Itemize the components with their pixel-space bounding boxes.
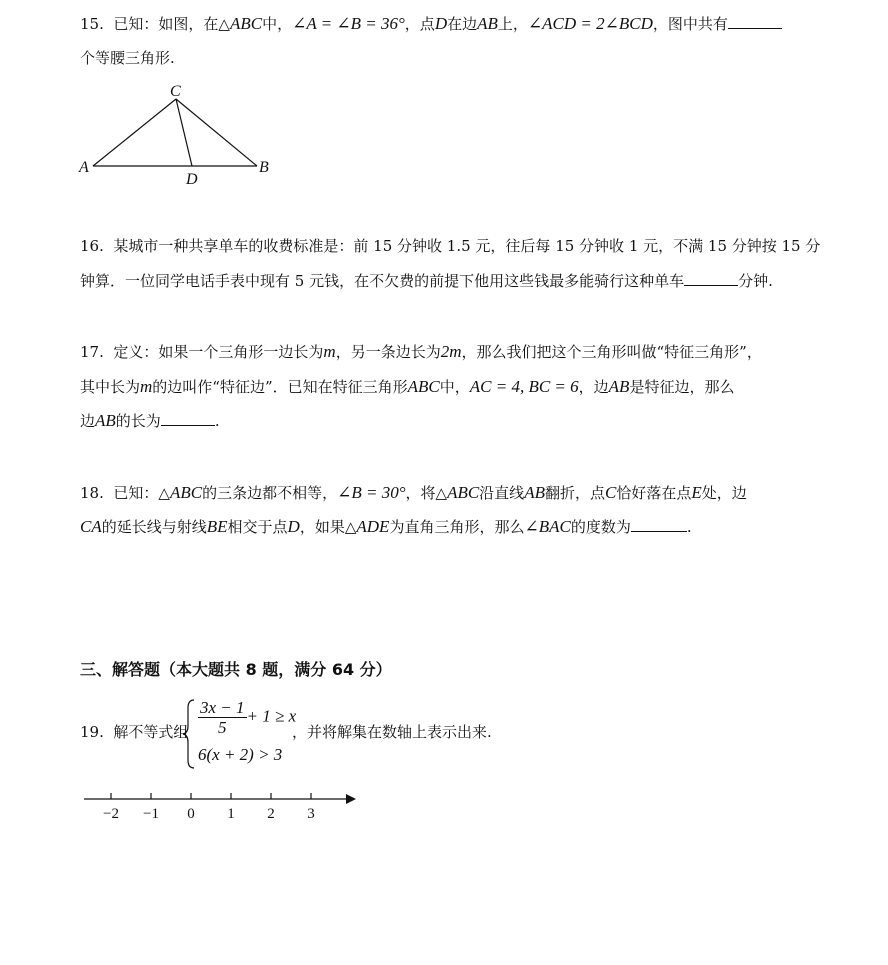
q15-line2 (80, 48, 810, 68)
vertex-label-d: D (186, 171, 198, 188)
q16-line1 (80, 236, 821, 256)
q18-period: . (686, 518, 692, 536)
q17-text8: 是特征边，那么 (629, 378, 735, 396)
section-heading: 三、解答题（本大题共 8 题，满分 64 分） (80, 660, 392, 679)
q15-point-d: D (434, 14, 448, 33)
q18-text11: 为直角三角形，那么 (389, 518, 525, 536)
q18-point-c: C (604, 483, 617, 502)
vertex-label-c: C (170, 83, 181, 100)
q15-triangle-symbol: △ (218, 15, 230, 33)
q18-line1 (80, 483, 810, 503)
q15-triangle-figure (70, 78, 290, 190)
q18-text7: 处，边 (701, 484, 747, 502)
fraction (198, 698, 247, 737)
q17-answer-blank[interactable] (161, 411, 215, 426)
q15-angle-relation: ∠ACD = 2∠BCD (527, 14, 653, 33)
q18-text12: 的度数为 (570, 518, 631, 536)
q18-text3: ，将 (405, 484, 436, 502)
system-brace (182, 698, 196, 770)
q17-2m: 2m (440, 342, 462, 361)
fraction-numerator: 3x − 1 (200, 698, 245, 717)
q17-text2: ，另一条边长为 (335, 343, 441, 361)
q18-ca: CA (80, 517, 102, 536)
vertex-label-a: A (79, 159, 89, 176)
q19-number: 19. (80, 723, 104, 741)
q15-answer-blank[interactable] (728, 14, 782, 29)
q15-text5: 上， (497, 15, 528, 33)
q18-angle-bac: ∠BAC (524, 517, 571, 536)
q15-text6: ，图中共有 (652, 15, 728, 33)
q17-m-2: m (140, 377, 153, 396)
system-inequality-1 (198, 698, 296, 737)
number-line-tick-label: 3 (307, 806, 315, 822)
q17-ab: AB (608, 377, 630, 396)
number-line-arrow (346, 794, 356, 804)
q16-text2: 钟算．一位同学电话手表中现有 5 元钱，在不欠费的前提下他用这些钱最多能骑行这种单车 (80, 272, 685, 290)
side-cb (176, 99, 257, 166)
q17-text6: 中， (439, 378, 470, 396)
q15-text7: 个等腰三角形. (80, 49, 175, 67)
q18-abc: ABC (169, 483, 203, 502)
number-line-tick-label: 0 (187, 806, 195, 822)
number-line-tick-label: −1 (143, 806, 159, 822)
q16-text3: 分钟. (738, 272, 773, 290)
q18-triangle-symbol-3: △ (344, 518, 357, 536)
system-inequality-2: 6(x + 2) > 3 (198, 745, 283, 764)
q18-angle-equation: ∠B = 30° (337, 483, 406, 502)
q18-text9: 相交于点 (227, 518, 288, 536)
q16-text1: 某城市一种共享单车的收费标准是：前 15 分钟收 1.5 元，往后每 15 分钟收 1 元，不满 15 分钟按 15 分 (113, 237, 821, 255)
fraction-denominator: 5 (218, 718, 227, 737)
q15-abc: ABC (229, 14, 263, 33)
q15-text1: 已知：如图，在 (113, 15, 219, 33)
q17-period: . (214, 412, 220, 430)
q17-text7: ，边 (578, 378, 609, 396)
q18-text1: 已知： (113, 484, 159, 502)
q17-m: m (323, 342, 336, 361)
q18-line2 (80, 517, 810, 537)
q17-number: 17. (80, 343, 104, 361)
q18-point-e: E (691, 483, 702, 502)
q15-text4: 在边 (447, 15, 478, 33)
segment-cd (176, 99, 192, 166)
q18-ab: AB (524, 483, 545, 502)
q17-text4: 其中长为 (80, 378, 141, 396)
q17-text10: 的长为 (115, 412, 161, 430)
q19 (80, 698, 800, 770)
inequality-1-rest: + 1 ≥ x (246, 706, 297, 726)
vertex-label-b: B (259, 159, 269, 176)
q15-line1 (80, 14, 810, 34)
number-line-tick-label: 2 (267, 806, 275, 822)
q18-triangle-symbol-2: △ (435, 484, 448, 502)
q19-text1: 解不等式组 (113, 723, 189, 741)
q18-text4: 沿直线 (479, 484, 525, 502)
side-ac (93, 99, 176, 166)
number-line (80, 785, 370, 825)
q15-text3: ，点 (404, 15, 435, 33)
q18-text6: 恰好落在点 (616, 484, 692, 502)
q17-line1 (80, 342, 810, 362)
number-line-tick-label: −2 (103, 806, 119, 822)
q18-number: 18. (80, 484, 104, 502)
q15-angle-equation: ∠A = ∠B = 36° (292, 14, 405, 33)
q17-ab-2: AB (95, 411, 116, 430)
q15-text2: 中， (262, 15, 293, 33)
q18-text5: 翻折，点 (544, 484, 605, 502)
q17-line2 (80, 377, 810, 397)
q18-abc-2: ABC (447, 483, 480, 502)
q17-side-equation: AC = 4, BC = 6 (469, 377, 579, 396)
q17-text3: ，那么我们把这个三角形叫做“特征三角形”， (461, 343, 762, 361)
q19-prefix (80, 721, 188, 742)
q17-line3 (80, 411, 810, 431)
q17-text5: 的边叫作“特征边”．已知在特征三角形 (152, 378, 408, 396)
q18-point-d: D (287, 517, 300, 536)
q18-text8: 的延长线与射线 (101, 518, 207, 536)
number-line-ticks (103, 793, 315, 822)
q18-text10: ，如果 (299, 518, 345, 536)
q19-suffix: ，并将解集在数轴上表示出来. (292, 723, 492, 741)
q15-number: 15. (80, 15, 104, 33)
q15-side-ab: AB (477, 14, 498, 33)
q16-answer-blank[interactable] (684, 271, 738, 286)
q18-ade: ADE (356, 517, 390, 536)
q17-text1: 定义：如果一个三角形一边长为 (113, 343, 324, 361)
q18-triangle-symbol: △ (158, 484, 170, 502)
q17-abc: ABC (407, 377, 440, 396)
q18-answer-blank[interactable] (631, 517, 687, 532)
q18-be: BE (206, 517, 228, 536)
q16-number: 16. (80, 237, 104, 255)
q18-text2: 的三条边都不相等， (202, 484, 338, 502)
q17-text9: 边 (80, 412, 96, 430)
q16-line2 (80, 271, 810, 291)
number-line-tick-label: 1 (227, 806, 235, 822)
